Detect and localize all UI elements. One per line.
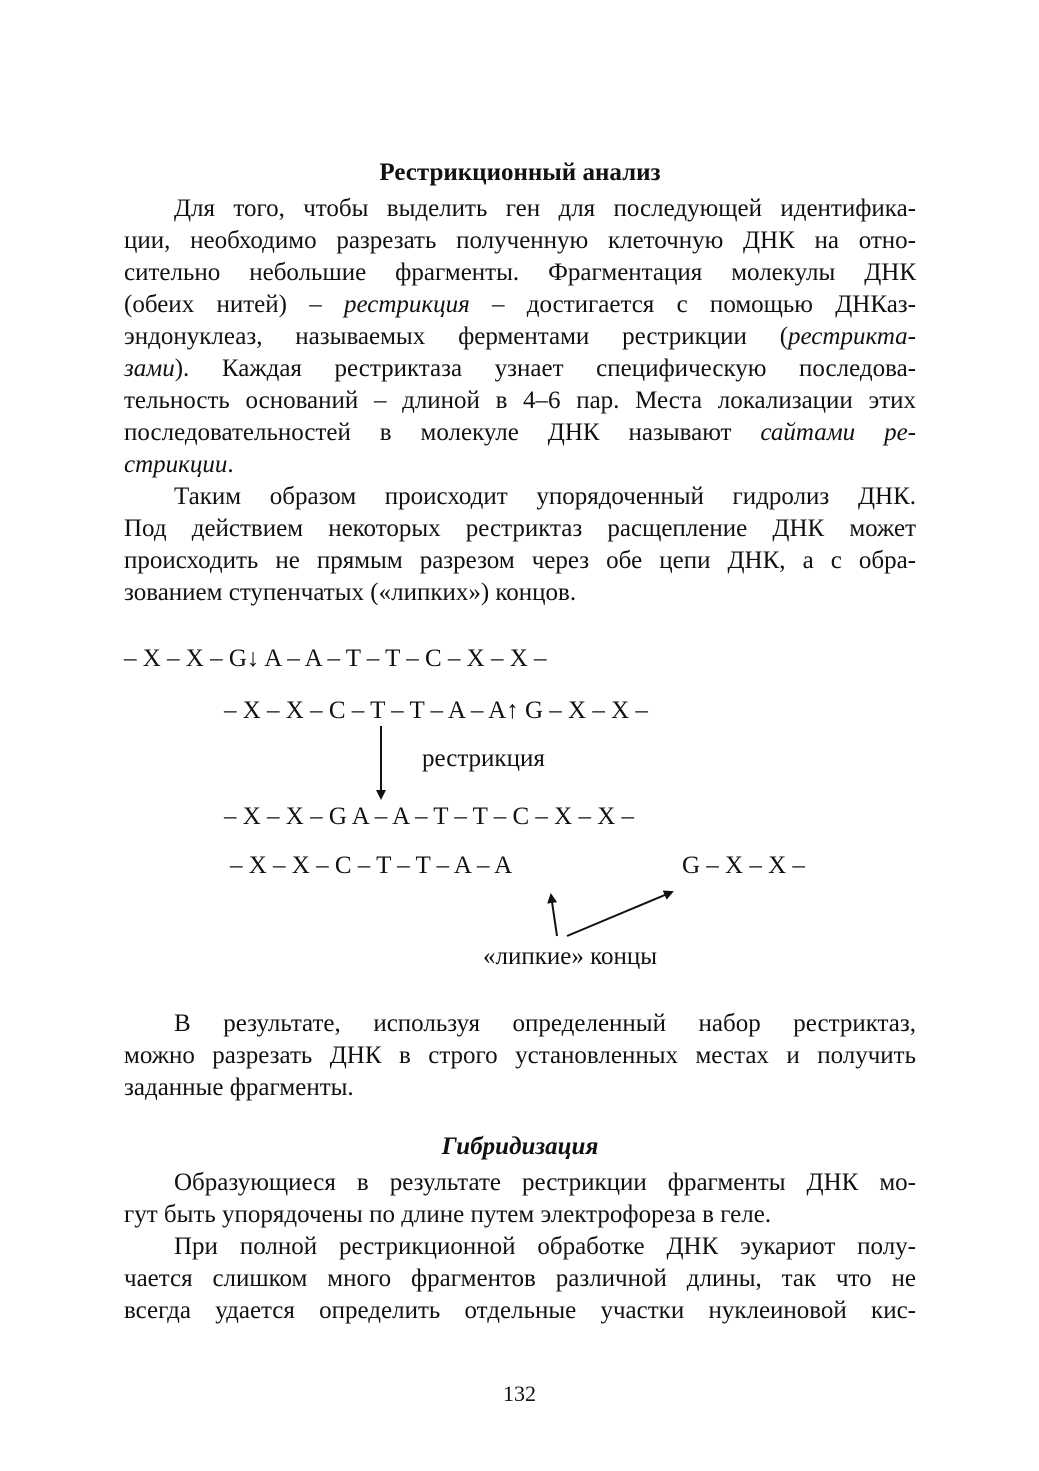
text-line: При полной рестрикционной обработке ДНК эукариот полу- (174, 1233, 916, 1260)
text-line: тельность оснований – длиной в 4–6 пар. Места локализации этих (124, 387, 916, 414)
term-restriction-sites-end: стрикции (124, 451, 228, 478)
text-line: Под действием некоторых рестриктаз расщепление ДНК может (124, 515, 916, 542)
text-fragment: ). Каждая рестриктаза узнает специфическую последова- (174, 355, 916, 382)
term-restrictases: рестрикта- (788, 323, 916, 350)
text-line (124, 449, 916, 481)
paragraph-hydrolysis (124, 481, 916, 609)
sticky-ends-label: «липкие» концы (483, 943, 658, 970)
text-line: Таким образом происходит упорядоченный гидролиз ДНК. (174, 483, 916, 510)
text-line: В результате, используя определенный набор рестриктаз, (174, 1010, 916, 1037)
up-arrow-icon (551, 895, 557, 936)
text-line: ции, необходимо разрезать полученную клеточную ДНК на отно- (124, 227, 916, 254)
text-line: сительно небольшие фрагменты. Фрагментация молекулы ДНК (124, 259, 916, 286)
paragraph-electrophoresis (124, 1167, 916, 1231)
term-restriction-sites: сайтами ре- (760, 419, 916, 446)
dna-top-strand: – X – X – G↓ A – A – T – T – C – X – X – (124, 645, 547, 672)
text-fragment: . (227, 451, 234, 478)
text-line: заданные фрагменты. (124, 1074, 354, 1101)
process-label-restriction: рестрикция (422, 745, 545, 772)
text-line: чается слишком много фрагментов различной длины, так что не (124, 1265, 916, 1292)
text-line (124, 417, 916, 449)
text-line: происходить не прямым разрезом через обе цепи ДНК, а с обра- (124, 547, 916, 574)
text-line (124, 289, 916, 321)
text-line (124, 321, 916, 353)
paragraph-eukaryote (124, 1231, 916, 1327)
term-restriction: рестрикция (344, 291, 470, 318)
text-line: гут быть упорядочены по длине путем электрофореза в геле. (124, 1201, 772, 1228)
text-fragment: последовательностей в молекуле ДНК называют (124, 419, 732, 446)
page-number: 132 (503, 1381, 536, 1406)
dna-result-bottom-right: G – X – X – (682, 852, 805, 879)
dna-result-bottom-left: – X – X – C – T – T – A – A (230, 852, 513, 879)
paragraph-intro (124, 193, 916, 481)
term-restrictases-end: зами (124, 355, 175, 382)
text-line: зованием ступенчатых («липких») концов. (124, 579, 577, 606)
text-fragment: (обеих нитей) – (124, 291, 322, 318)
text-line: всегда удается определить отдельные участки нуклеиновой кис- (124, 1297, 916, 1324)
text-line (124, 353, 916, 385)
text-line: Для того, чтобы выделить ген для последующей идентифика- (174, 195, 916, 222)
text-fragment: эндонуклеаз, называемых ферментами рестрикции ( (124, 323, 789, 350)
section-title-hybridization: Гибридизация (441, 1133, 599, 1160)
text-line: можно разрезать ДНК в строго установленных местах и получить (124, 1042, 916, 1069)
diagonal-arrow-icon (567, 892, 672, 936)
text-fragment: – достигается с помощью ДНКаз- (492, 291, 917, 318)
paragraph-result (124, 1008, 916, 1104)
text-line: Образующиеся в результате рестрикции фрагменты ДНК мо- (174, 1169, 916, 1196)
section-title-restriction-analysis: Рестрикционный анализ (379, 159, 661, 186)
dna-result-top-strand: – X – X – G A – A – T – T – C – X – X – (224, 803, 635, 830)
dna-bottom-strand: – X – X – C – T – T – A – A↑ G – X – X – (224, 697, 648, 724)
